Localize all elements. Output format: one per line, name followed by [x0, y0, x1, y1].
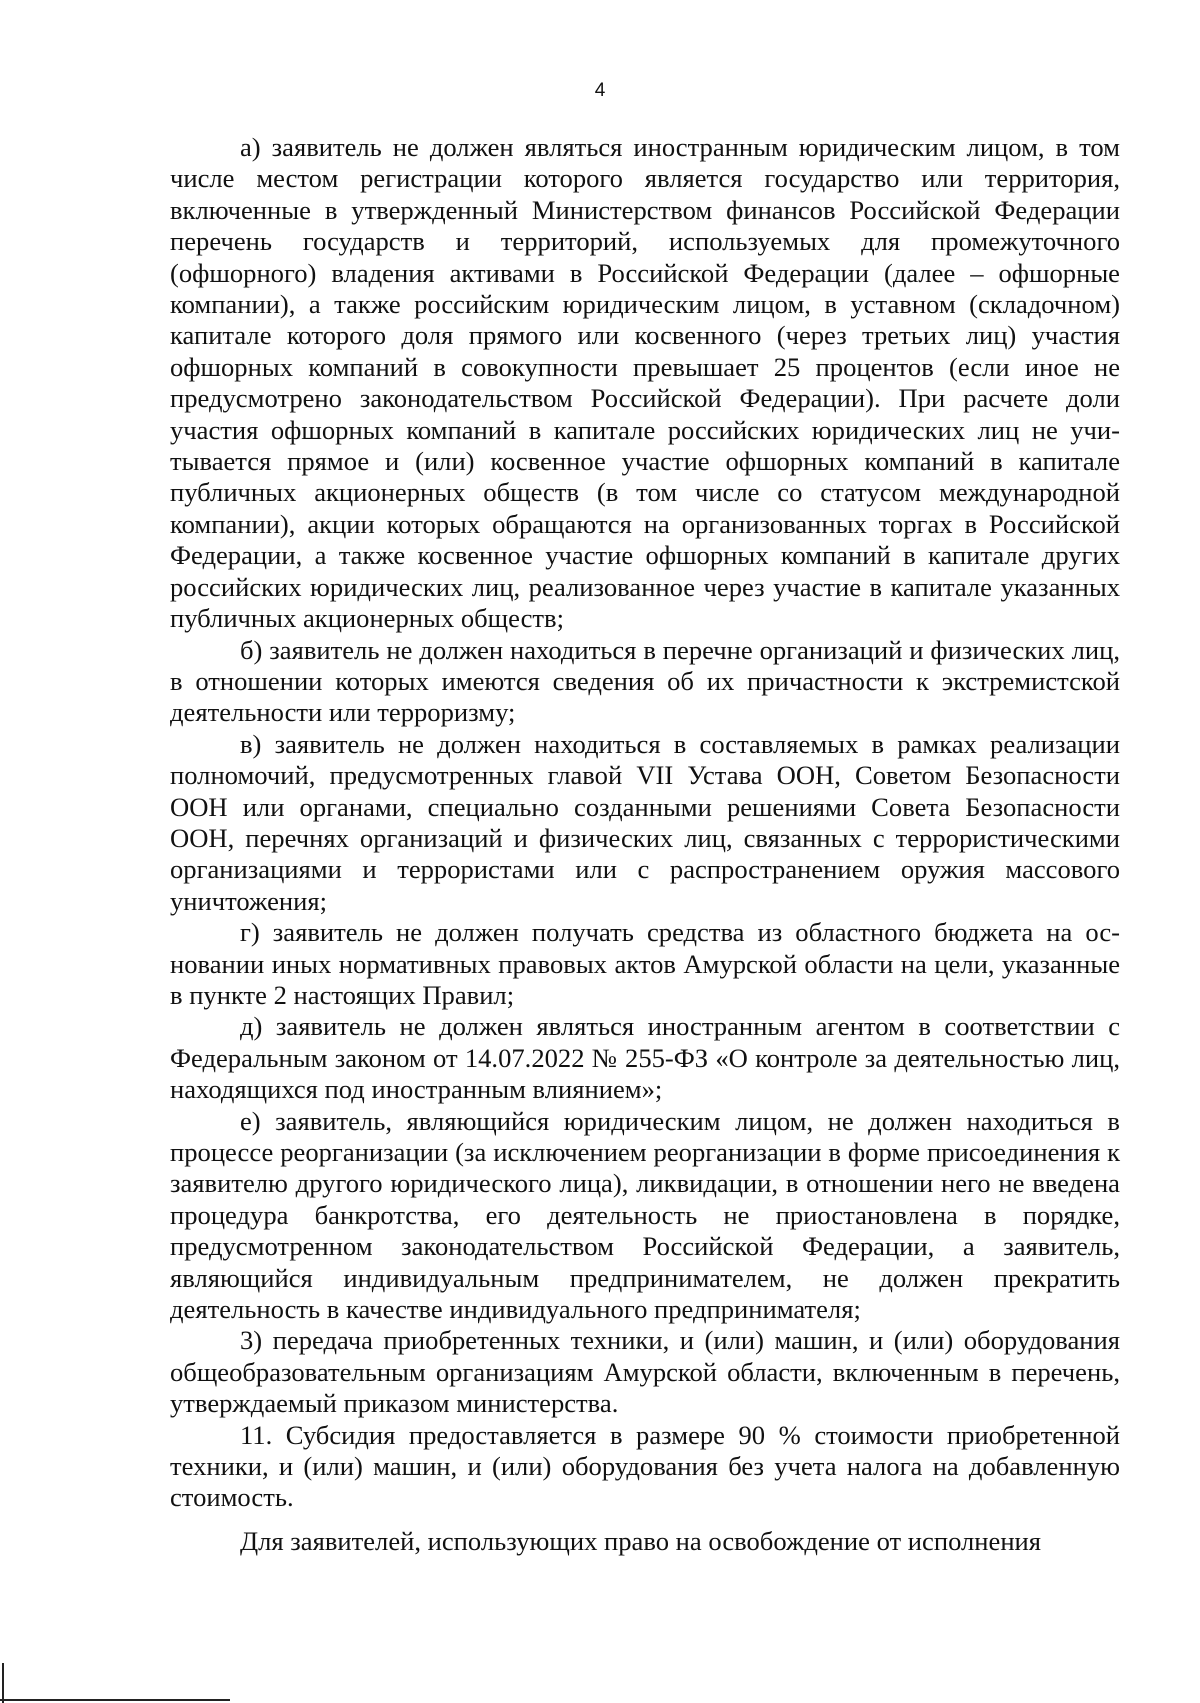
paragraph-v: в) заявитель не должен находиться в составляемых в рамках реализации полномочий, предусмотренных главой VII Устава ООН, Советом Безопасности ООН или органами, специально созданными решениями Совета Безопасности ООН, перечнях организаций и физических лиц, связанных с террористическими организациями и террористами или с распространением оружия массового уничтожения;	[170, 728, 1120, 916]
paragraph-last: Для заявителей, использующих право на освобождение от исполнения	[240, 1525, 1042, 1556]
paragraph-d: д) заявитель не должен являться иностранным агентом в соответствии с Федеральным законом от 14.07.2022 № 255-ФЗ «О контроле за деятельностью лиц, находящихся под иностранным влиянием»;	[170, 1011, 1120, 1105]
scan-edge-corner	[2, 1663, 4, 1703]
paragraph-11: 11. Субсидия предоставляется в размере 90 % стоимости приобретенной техники, и (или) машин, и (или) оборудования без учета налога на добавленную стоимость.	[170, 1419, 1120, 1513]
scan-edge-line	[0, 1699, 230, 1701]
paragraph-g: г) заявитель не должен получать средства из областного бюджета на основании иных нормативных правовых актов Амурской области на цели, указанные в пункте 2 настоящих Правил;	[170, 917, 1120, 1010]
page-number: 4	[594, 80, 606, 101]
paragraph-3: 3) передача приобретенных техники, и (или) машин, и (или) оборудования общеобразовательным организациям Амурской области, включенным в перечень, утверждаемый приказом министерства.	[170, 1325, 1120, 1419]
document-body	[170, 132, 1120, 1557]
paragraph-a: а) заявитель не должен являться иностранным юридическим лицом, в том числе местом регистрации которого является государство или территория, включенные в утвержденный Министерством финансов Российской Федерации перечень государств и территорий, используемых для промежуточного (офшорного) владения активами в Российской Федерации (далее – офшорные компании), а также российским юридическим лицом, в уставном (складочном) капитале которого доля прямого или косвенного (через третьих лиц) участия офшорных компаний в совокупности превышает 25 процентов (если иное не предусмотрено законодательством Российской Федерации). При расчете доли участия офшорных компаний в капитале российских юридических лиц не учитывается прямое и (или) косвенное участие офшорных компаний в капитале публичных акционерных обществ (в том числе со статусом международной компании), акции которых обращаются на организованных торгах в Российской Федерации, а также косвенное участие офшорных компаний в капитале других российских юридических лиц, реализованное через участие в капитале указанных публичных акционерных обществ;	[170, 132, 1120, 634]
paragraph-b: б) заявитель не должен находиться в перечне организаций и физических лиц, в отношении которых имеются сведения об их причастности к экстремистской деятельности или терроризму;	[170, 634, 1120, 728]
paragraph-e: е) заявитель, являющийся юридическим лицом, не должен находиться в процессе реорганизации (за исключением реорганизации в форме присоединения к заявителю другого юридического лица), ликвидации, в отношении него не введена процедура банкротства, его деятельность не приостановлена в порядке, предусмотренном законодательством Российской Федерации, а заявитель, являющийся индивидуальным предпринимателем, не должен прекратить деятельность в качестве индивидуального предпринимателя;	[170, 1105, 1120, 1325]
